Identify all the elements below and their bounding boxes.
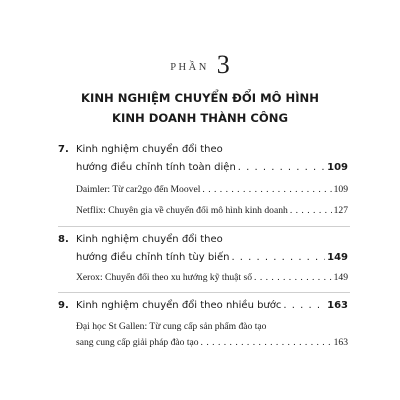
part-word: PHẦN xyxy=(170,62,209,73)
chapter-number: 9. xyxy=(58,300,69,311)
entry-page-number: 109 xyxy=(333,184,348,195)
chapter-page-number: 109 xyxy=(327,162,348,173)
part-heading xyxy=(0,52,400,82)
dot-leader xyxy=(201,336,332,350)
dot-leader xyxy=(254,271,332,285)
toc-chapter-8[interactable] xyxy=(58,231,348,267)
entry-page-number: 149 xyxy=(333,272,348,283)
chapter-page-number: 163 xyxy=(327,300,348,311)
dot-leader xyxy=(283,297,325,315)
chapter-title-line-1: Kinh nghiệm chuyển đổi theo xyxy=(76,144,223,155)
part-title-line-1: KINH NGHIỆM CHUYỂN ĐỔI MÔ HÌNH xyxy=(81,91,319,105)
entry-title: Netflix: Chuyên gia về chuyển đổi mô hình kinh doanh xyxy=(76,205,288,216)
section-divider xyxy=(58,226,350,227)
chapter-title-line-1: Kinh nghiệm chuyển đổi theo nhiều bước xyxy=(76,300,282,311)
entry-page-number: 163 xyxy=(333,337,348,348)
toc-chapter-7[interactable] xyxy=(58,141,348,177)
entry-title: sang cung cấp giải pháp đào tạo xyxy=(76,337,199,348)
chapter-title-line-1: Kinh nghiệm chuyển đổi theo xyxy=(76,234,223,245)
part-number: 3 xyxy=(216,50,230,79)
toc-entry-daimler[interactable] xyxy=(76,183,348,197)
chapter-title-line-2: hướng điều chỉnh tính tùy biến xyxy=(76,252,230,263)
toc-entry-xerox[interactable] xyxy=(76,271,348,285)
entry-title: Daimler: Từ car2go đến Moovel xyxy=(76,184,201,195)
chapter-number: 8. xyxy=(58,234,69,245)
dot-leader xyxy=(202,183,331,197)
dot-leader xyxy=(290,204,332,218)
part-title xyxy=(0,88,400,128)
chapter-number: 7. xyxy=(58,144,69,155)
entry-page-number: 127 xyxy=(333,205,348,216)
entry-title: Xerox: Chuyển đổi theo xu hướng kỹ thuật số xyxy=(76,272,253,283)
chapter-title-line-2: hướng điều chỉnh tính toàn diện xyxy=(76,162,236,173)
dot-leader xyxy=(231,249,325,267)
chapter-page-number: 149 xyxy=(327,252,348,263)
toc-entry-netflix[interactable] xyxy=(76,204,348,218)
entry-title-line-1: Đại học St Gallen: Từ cung cấp sản phẩm đào tạo xyxy=(76,321,267,332)
section-divider xyxy=(58,292,350,293)
toc-entry-st-gallen-line-1[interactable] xyxy=(76,320,348,334)
toc-chapter-9[interactable] xyxy=(58,297,348,315)
part-title-line-2: KINH DOANH THÀNH CÔNG xyxy=(112,111,288,125)
toc-entry-st-gallen[interactable] xyxy=(76,336,348,350)
dot-leader xyxy=(238,159,325,177)
